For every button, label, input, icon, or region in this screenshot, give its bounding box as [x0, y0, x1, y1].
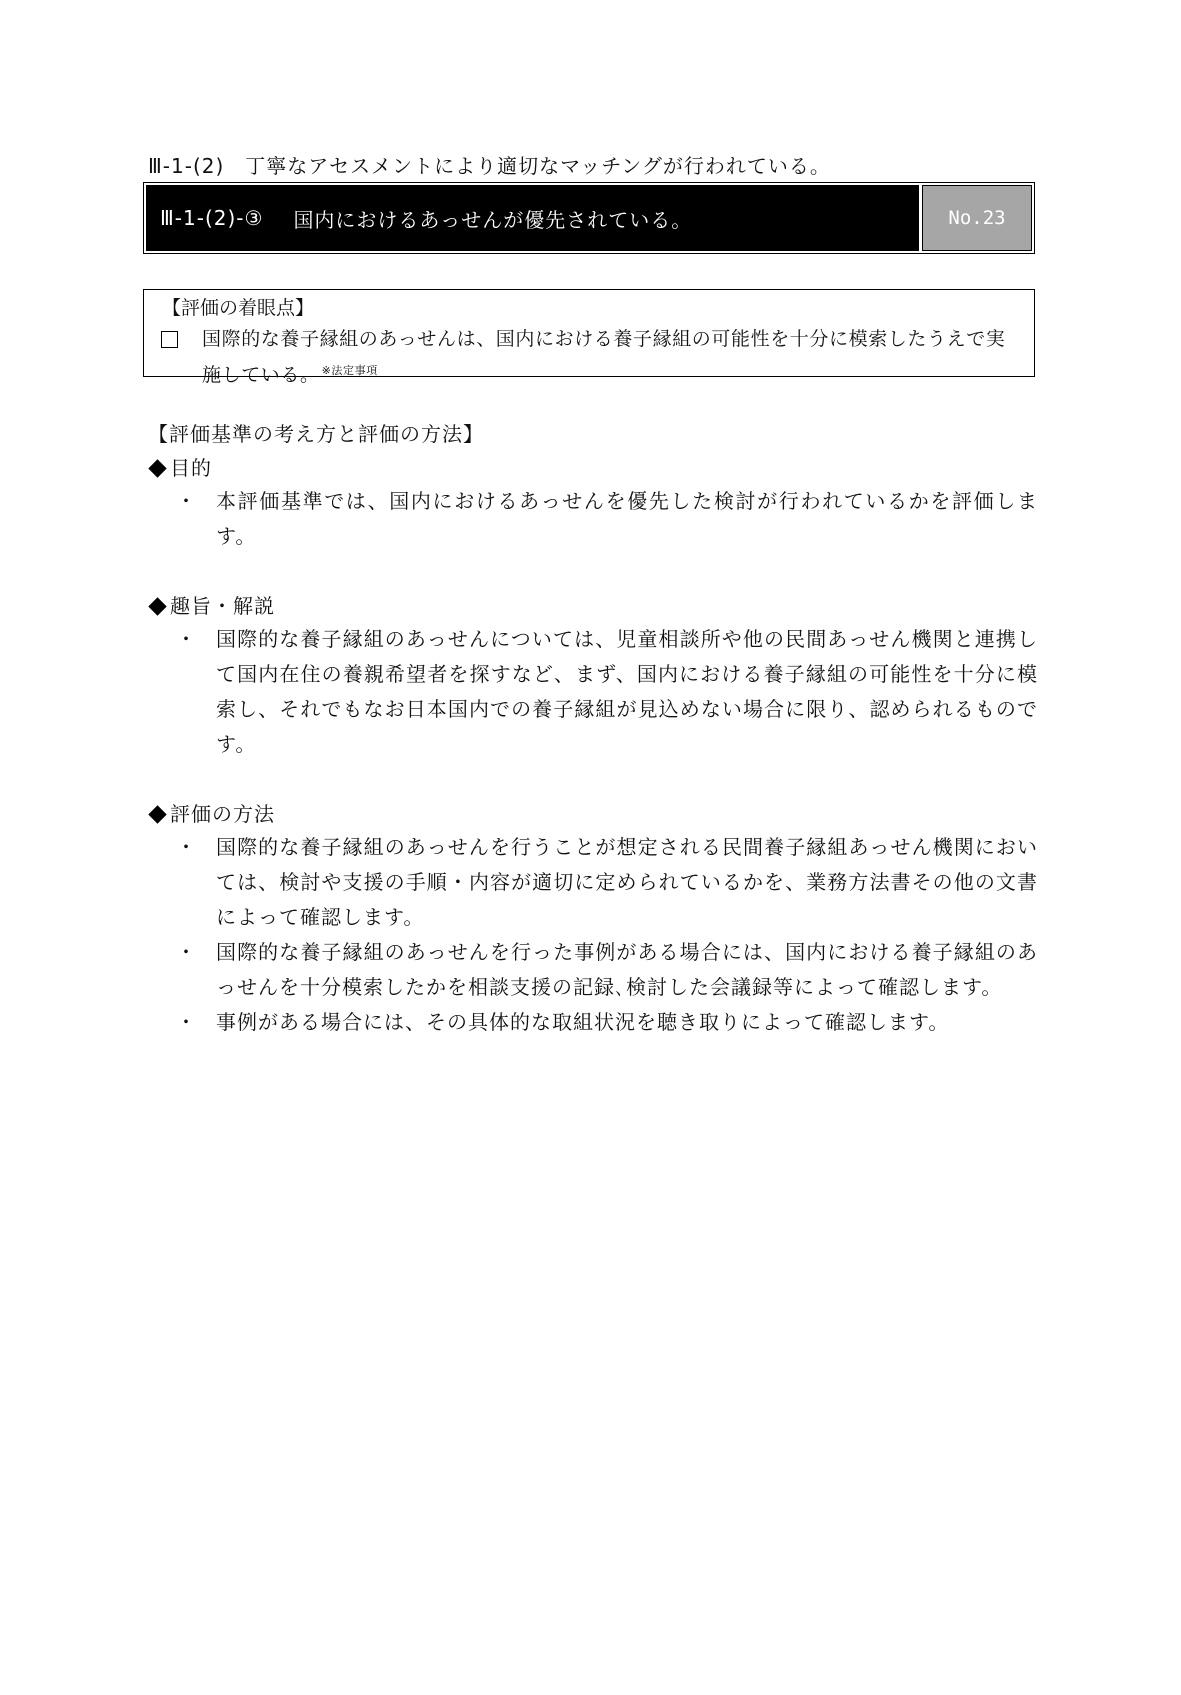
method-bullet-text: 事例がある場合には、その具体的な取組状況を聴き取りによって確認します。: [216, 1010, 950, 1034]
explanation-title: 趣旨・解説: [170, 594, 275, 618]
focus-points-title: 【評価の着眼点】: [162, 297, 315, 319]
focus-point-text: [202, 324, 1024, 391]
criteria-title: 【評価基準の考え方と評価の方法】: [148, 422, 484, 446]
list-item: [168, 935, 1038, 1005]
method-title: 評価の方法: [170, 802, 275, 826]
checkbox-icon: [161, 331, 178, 348]
purpose-bullet-text: 本評価基準では、国内におけるあっせんを優先した検討が行われているかを評価します。: [216, 489, 1038, 548]
method-bullet-text: 国際的な養子縁組のあっせんを行うことが想定される民間養子縁組あっせん機関においては、検討や支援の手順・内容が適切に定められているかを、業務方法書その他の文書によって確認します。: [216, 835, 1038, 929]
bullet-dot: ・: [176, 627, 197, 651]
method-list: [168, 830, 1038, 1040]
focus-point-body: 国際的な養子縁組のあっせんは、国内における養子縁組の可能性を十分に模索したうえで実施している。: [202, 328, 1006, 386]
explanation-bullet-text: 国際的な養子縁組のあっせんについては、児童相談所や他の民間あっせん機関と連携して国内在住の養親希望者を探すなど、まず、国内における養子縁組の可能性を十分に模索し、それでもなお日本国内での養子縁組が見込めない場合に限り、認められるものです。: [216, 627, 1038, 756]
item-number: No.23: [922, 185, 1032, 251]
list-item: [168, 622, 1038, 762]
focus-points-box: [143, 289, 1035, 386]
purpose-list: [168, 484, 1038, 554]
legal-note: ※法定事項: [321, 364, 378, 377]
list-item: [168, 830, 1038, 935]
purpose-heading: [148, 452, 212, 481]
method-bullet-text: 国際的な養子縁組のあっせんを行った事例がある場合には、国内における養子縁組のあっせんを十分模索したかを相談支援の記録､検討した会議録等によって確認します。: [216, 940, 1038, 999]
bullet-dot: ・: [176, 1010, 197, 1034]
method-heading: [148, 798, 275, 827]
diamond-bullet-icon: [148, 805, 166, 823]
explanation-list: [168, 622, 1038, 762]
item-title: 国内におけるあっせんが優先されている。: [293, 207, 693, 232]
explanation-heading: [148, 590, 275, 619]
focus-point-item: [154, 324, 1024, 391]
purpose-title: 目的: [170, 456, 212, 480]
bullet-dot: ・: [176, 940, 197, 964]
list-item: [168, 1005, 1038, 1040]
section-heading: Ⅲ-1-(2) 丁寧なアセスメントにより適切なマッチングが行われている。: [148, 154, 831, 178]
item-code: Ⅲ-1-(2)-③: [160, 206, 264, 230]
list-item: [168, 484, 1038, 554]
bullet-dot: ・: [176, 489, 197, 513]
bullet-dot: ・: [176, 835, 197, 859]
item-title-cell: [146, 185, 919, 251]
diamond-bullet-icon: [148, 597, 166, 615]
diamond-bullet-icon: [148, 459, 166, 477]
item-heading-bar: [143, 182, 1035, 254]
